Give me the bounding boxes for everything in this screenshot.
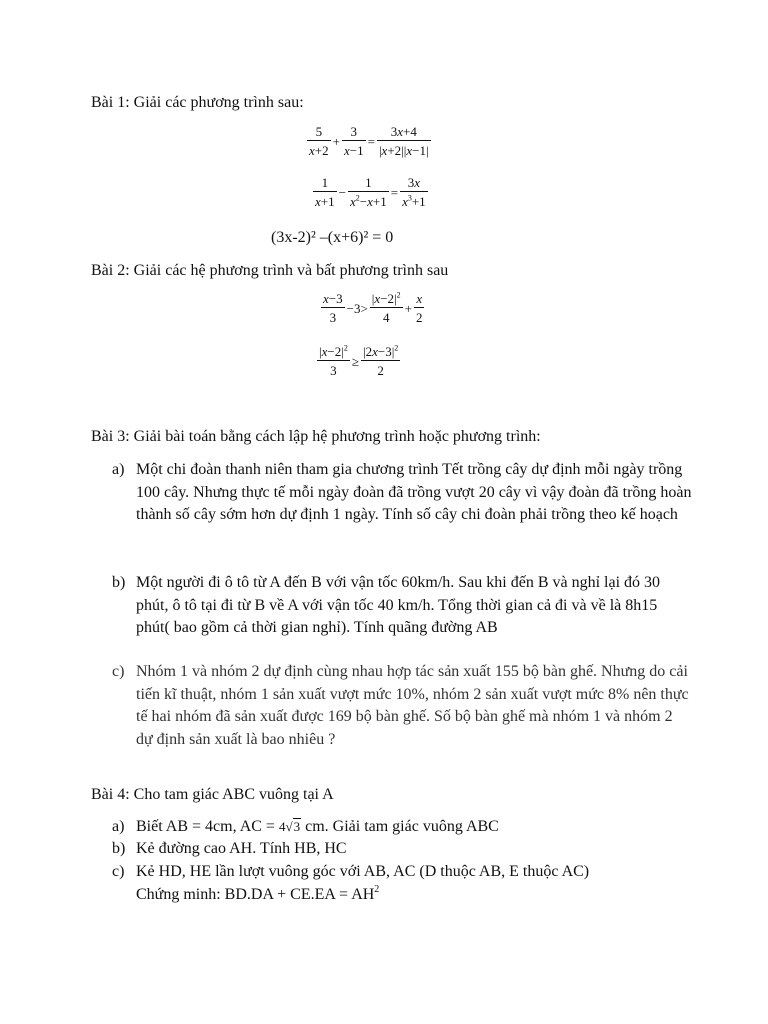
superscript: 2 [374, 883, 380, 895]
item-marker: a) [112, 461, 125, 478]
item-text-line1: Kẻ HD, HE lần lượt vuông góc với AB, AC (D thuộc AB, E thuộc AC) [136, 863, 590, 880]
sqrt-radicand: 3 [293, 819, 301, 834]
item-marker: a) [112, 818, 125, 835]
item-text-pre: Biết AB = 4cm, AC = [136, 818, 279, 835]
equation-1: $\frac{5}{x+2}$ + $\frac{3}{x-1}$ = $\frac{3x+4}{|x+2||x-1|}$ [309, 124, 429, 158]
bai3-heading: Bài 3: Giải bài toán bằng cách lập hệ phương trình hoặc phương trình: [91, 428, 541, 445]
inequality-2: $\frac{|x-2|^2}{3}$ ≥ $\frac{|2x-3|^2}{2}$ [319, 343, 399, 378]
inequality-1: $\frac{x-3}{3}$ −3> $\frac{|x-2|^2}{4}$ + $\frac{x}{2}$ [323, 290, 423, 325]
bai4-item-c [112, 861, 692, 906]
item-text: Một chi đoàn thanh niên tham gia chương trình Tết trồng cây dự định mỗi ngày trồng 100 cây. Nhưng thực tế mỗi ngày đoàn đã trồng vượt 20 cây vì vậy đoàn đã trồng hoàn thành số cây sớm hơn dự định 1 ngày. Tính số cây chi đoàn phải trồng theo kế hoạch [136, 461, 692, 524]
equation-2: $\frac{1}{x+1}$ − $\frac{1}{x^2-x+1}$ = $\frac{3x}{x^3+1}$ [315, 175, 426, 209]
bai4-heading: Bài 4: Cho tam giác ABC vuông tại A [91, 786, 334, 803]
item-marker: c) [112, 863, 125, 880]
bai3-item-b [112, 572, 692, 640]
item-text: Nhóm 1 và nhóm 2 dự định cùng nhau hợp tác sản xuất 155 bộ bàn ghế. Nhưng do cải tiến kĩ thuật, nhóm 1 sản xuất vượt mức 10%, nhóm 2 sản xuất vượt mức 8% nên thực tế hai nhóm đã sản xuất được 169 bộ bàn ghế. Số bộ bàn ghế mà nhóm 1 và nhóm 2 dự định sản xuất là bao nhiêu ? [136, 663, 689, 749]
bai2-heading: Bài 2: Giải các hệ phương trình và bất phương trình sau [91, 262, 449, 279]
bai3-item-a [112, 459, 692, 527]
sqrt-coefficient: 4 [278, 819, 286, 834]
item-text: Kẻ đường cao AH. Tính HB, HC [136, 840, 347, 857]
item-text: Một người đi ô tô từ A đến B với vận tốc 60km/h. Sau khi đến B và nghỉ lại đó 30 phút, ô tô tại đi từ B về A với vận tốc 40 km/h. Tổng thời gian cả đi và về là 8h15 phút( bao gồm cả thời gian nghỉ). Tính quãng đường AB [136, 574, 661, 637]
item-text-post: cm. Giải tam giác vuông ABC [301, 818, 499, 835]
bai4-item-a [112, 816, 692, 839]
item-marker: c) [112, 663, 125, 680]
equation-3: (3x-2)² –(x+6)² = 0 [271, 229, 394, 246]
item-text [136, 816, 692, 839]
bai3-item-c [112, 661, 692, 752]
item-marker: b) [112, 840, 126, 857]
sqrt-expression: √3 [285, 819, 301, 834]
item-text [136, 861, 692, 906]
bai1-heading: Bài 1: Giải các phương trình sau: [91, 94, 304, 111]
item-text-line2-main: Chứng minh: BD.DA + CE.EA = AH [136, 885, 375, 903]
item-marker: b) [112, 574, 126, 591]
item-text-line2 [136, 884, 692, 907]
bai4-item-b [112, 838, 692, 861]
